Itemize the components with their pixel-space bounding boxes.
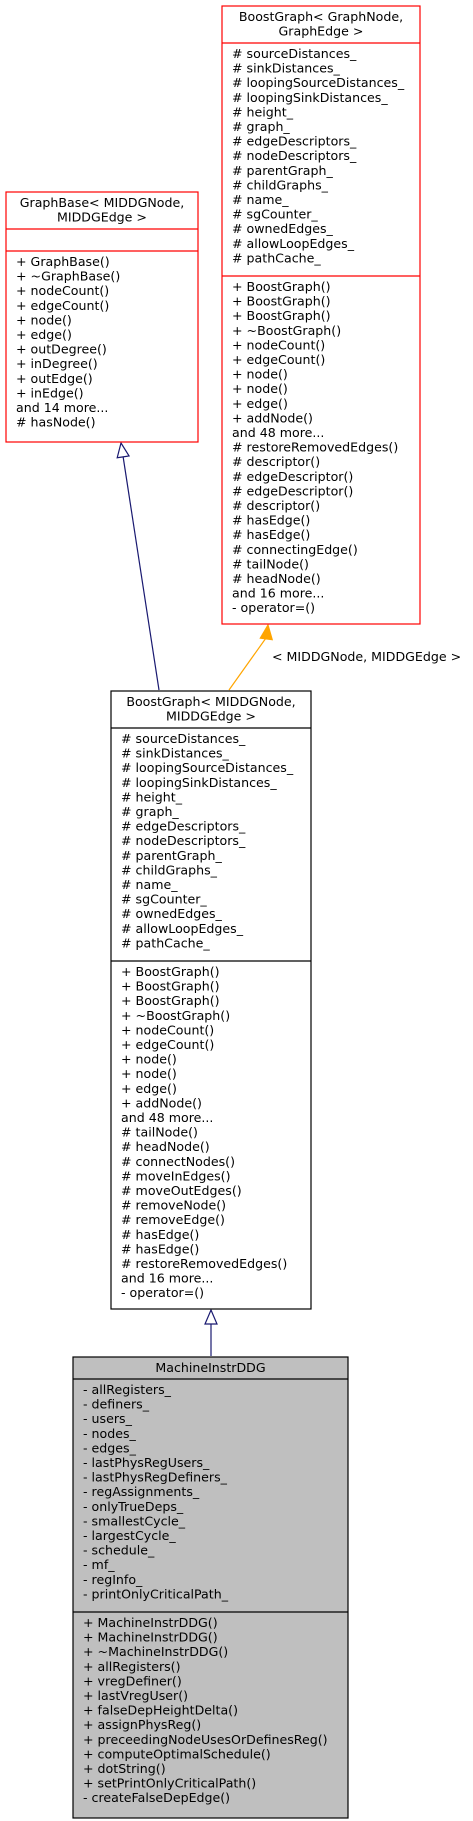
class-method: + dotString() xyxy=(83,1761,166,1776)
class-method: + computeOptimalSchedule() xyxy=(83,1746,271,1762)
class-method: + GraphBase() xyxy=(16,254,110,269)
class-method: # descriptor() xyxy=(232,498,321,513)
class-method: # headNode() xyxy=(121,1139,210,1155)
class-attribute: # childGraphs_ xyxy=(121,862,217,878)
class-method: + BoostGraph() xyxy=(232,279,331,294)
class-method: # restoreRemovedEdges() xyxy=(232,439,399,455)
class-attribute: - schedule_ xyxy=(83,1542,155,1558)
class-title: MachineInstrDDG xyxy=(155,1360,266,1375)
class-method: and 48 more... xyxy=(232,425,325,440)
class-attribute: - lastPhysRegDefiners_ xyxy=(83,1469,227,1485)
class-method: # descriptor() xyxy=(232,454,321,470)
class-method: + BoostGraph() xyxy=(121,964,220,979)
class-attribute: - onlyTrueDeps_ xyxy=(83,1498,184,1514)
class-box-boostgraph-generic[interactable] xyxy=(222,6,420,624)
class-method: + node() xyxy=(232,366,288,382)
class-box-machineinstrddg[interactable] xyxy=(73,1357,348,1818)
class-method: + BoostGraph() xyxy=(121,978,220,994)
class-method: + edge() xyxy=(16,327,72,342)
class-attribute: # height_ xyxy=(232,104,293,120)
class-method: + addNode() xyxy=(232,410,313,426)
class-method: + ~BoostGraph() xyxy=(121,1007,231,1023)
class-method: # restoreRemovedEdges() xyxy=(121,1256,288,1271)
class-method: + outEdge() xyxy=(16,370,93,386)
class-method: + assignPhysReg() xyxy=(83,1717,202,1733)
class-method: + edge() xyxy=(121,1080,177,1096)
class-attribute: # sourceDistances_ xyxy=(121,731,246,746)
class-method: + node() xyxy=(121,1066,177,1082)
class-attribute: # height_ xyxy=(121,789,182,805)
class-method: + node() xyxy=(16,312,72,328)
class-box-graphbase[interactable] xyxy=(6,192,198,442)
template-parameter-label: < MIDDGNode, MIDDGEdge > xyxy=(272,649,462,664)
class-method: + nodeCount() xyxy=(16,283,110,299)
class-method: + nodeCount() xyxy=(121,1022,215,1038)
class-method: + outDegree() xyxy=(16,341,107,357)
class-method: # removeNode() xyxy=(121,1197,227,1213)
class-method: # edgeDescriptor() xyxy=(232,483,354,499)
class-method: + addNode() xyxy=(121,1095,202,1111)
class-attribute: # loopingSinkDistances_ xyxy=(232,89,388,105)
class-method: + lastVregUser() xyxy=(83,1688,189,1703)
class-title: MIDDGEdge > xyxy=(57,209,147,225)
class-title: MIDDGEdge > xyxy=(166,708,256,724)
class-attribute: # pathCache_ xyxy=(232,250,321,266)
class-attribute: - edges_ xyxy=(83,1440,136,1456)
class-method: - createFalseDepEdge() xyxy=(83,1790,231,1806)
class-method: # moveOutEdges() xyxy=(121,1183,242,1198)
class-attribute: - mf_ xyxy=(83,1557,115,1573)
template-edge xyxy=(229,638,266,690)
class-method: + MachineInstrDDG() xyxy=(83,1629,218,1645)
class-title: BoostGraph< GraphNode, xyxy=(238,9,404,24)
class-attribute: - printOnlyCriticalPath_ xyxy=(83,1586,228,1602)
class-method: + edgeCount() xyxy=(121,1037,215,1052)
class-attribute: # parentGraph_ xyxy=(232,162,333,178)
class-attribute: - nodes_ xyxy=(83,1425,136,1441)
class-method: + edge() xyxy=(232,395,288,411)
class-attribute: # graph_ xyxy=(232,119,290,134)
inheritance-arrowhead-graphbase xyxy=(117,443,129,458)
class-method: + node() xyxy=(121,1051,177,1067)
class-title: BoostGraph< MIDDGNode, xyxy=(126,694,296,709)
class-method: + edgeCount() xyxy=(232,352,326,367)
class-attribute: # loopingSourceDistances_ xyxy=(121,760,294,776)
class-attribute: # nodeDescriptors_ xyxy=(232,148,357,164)
class-method: # hasNode() xyxy=(16,414,96,430)
class-attribute: # loopingSinkDistances_ xyxy=(121,774,277,790)
class-method: + inDegree() xyxy=(16,356,98,372)
class-attribute: # sinkDistances_ xyxy=(121,745,229,761)
class-box-boostgraph-middg[interactable] xyxy=(111,691,311,1309)
class-method: + edgeCount() xyxy=(16,297,110,313)
class-attribute: # sinkDistances_ xyxy=(232,60,340,76)
class-method: # removeEdge() xyxy=(121,1212,225,1228)
class-attribute: - definers_ xyxy=(83,1396,149,1412)
inheritance-edge-graphbase xyxy=(123,456,159,690)
class-method: + ~GraphBase() xyxy=(16,268,121,284)
class-method: + nodeCount() xyxy=(232,337,326,353)
class-method: + inEdge() xyxy=(16,385,84,401)
class-attribute: # edgeDescriptors_ xyxy=(121,818,246,834)
class-method: # connectNodes() xyxy=(121,1153,236,1169)
inheritance-arrowhead-boostgraph xyxy=(205,1310,217,1324)
class-method: + BoostGraph() xyxy=(232,293,331,309)
class-title: GraphBase< MIDDGNode, xyxy=(19,195,185,210)
class-attribute: # childGraphs_ xyxy=(232,177,328,193)
class-method: + BoostGraph() xyxy=(232,308,331,324)
class-method: - operator=() xyxy=(232,600,316,616)
class-attribute: - allRegisters_ xyxy=(83,1382,171,1397)
class-attribute: - regInfo_ xyxy=(83,1571,143,1587)
class-attribute: - largestCycle_ xyxy=(83,1528,176,1543)
class-attribute: # name_ xyxy=(232,192,289,207)
class-attribute: # parentGraph_ xyxy=(121,847,222,863)
class-method: # edgeDescriptor() xyxy=(232,468,354,484)
template-arrowhead xyxy=(260,625,272,640)
class-attribute: - lastPhysRegUsers_ xyxy=(83,1455,210,1470)
class-attribute: # name_ xyxy=(121,877,178,892)
class-method: # tailNode() xyxy=(232,556,309,572)
class-method: # hasEdge() xyxy=(232,512,311,528)
class-attribute: # nodeDescriptors_ xyxy=(121,833,246,849)
class-method: # hasEdge() xyxy=(121,1241,200,1257)
class-method: and 14 more... xyxy=(16,400,109,415)
class-attribute: # pathCache_ xyxy=(121,935,210,951)
class-method: # hasEdge() xyxy=(121,1226,200,1242)
class-method: and 48 more... xyxy=(121,1110,214,1125)
class-attribute: # allowLoopEdges_ xyxy=(121,920,244,936)
class-attribute: # loopingSourceDistances_ xyxy=(232,75,405,91)
class-attribute: - regAssignments_ xyxy=(83,1484,200,1500)
class-method: - operator=() xyxy=(121,1285,205,1301)
class-attribute: - smallestCycle_ xyxy=(83,1513,186,1529)
class-method: # connectingEdge() xyxy=(232,541,358,557)
class-attribute: - users_ xyxy=(83,1411,132,1427)
class-method: + ~BoostGraph() xyxy=(232,322,342,338)
class-method: + node() xyxy=(232,381,288,397)
class-attribute: # ownedEdges_ xyxy=(232,221,333,237)
class-attribute: # ownedEdges_ xyxy=(121,906,222,922)
class-method: + allRegisters() xyxy=(83,1658,181,1674)
class-method: and 16 more... xyxy=(232,585,325,601)
class-attribute: # sgCounter_ xyxy=(232,206,318,222)
class-method: + vregDefiner() xyxy=(83,1673,182,1689)
class-method: # moveInEdges() xyxy=(121,1168,231,1184)
class-method: # tailNode() xyxy=(121,1124,198,1140)
class-method: # hasEdge() xyxy=(232,527,311,543)
class-method: + ~MachineInstrDDG() xyxy=(83,1644,229,1660)
class-method: # headNode() xyxy=(232,571,321,586)
class-method: + BoostGraph() xyxy=(121,993,220,1009)
class-method: + falseDepHeightDelta() xyxy=(83,1702,239,1718)
class-method: + preceedingNodeUsesOrDefinesReg() xyxy=(83,1731,328,1747)
class-attribute: # graph_ xyxy=(121,804,179,819)
class-attribute: # edgeDescriptors_ xyxy=(232,133,357,149)
class-method: + setPrintOnlyCriticalPath() xyxy=(83,1775,257,1791)
class-method: and 16 more... xyxy=(121,1270,214,1286)
class-attribute: # allowLoopEdges_ xyxy=(232,235,355,251)
class-attribute: # sgCounter_ xyxy=(121,891,207,907)
class-attribute: # sourceDistances_ xyxy=(232,46,357,61)
class-method: + MachineInstrDDG() xyxy=(83,1615,218,1630)
class-title: GraphEdge > xyxy=(278,23,364,39)
